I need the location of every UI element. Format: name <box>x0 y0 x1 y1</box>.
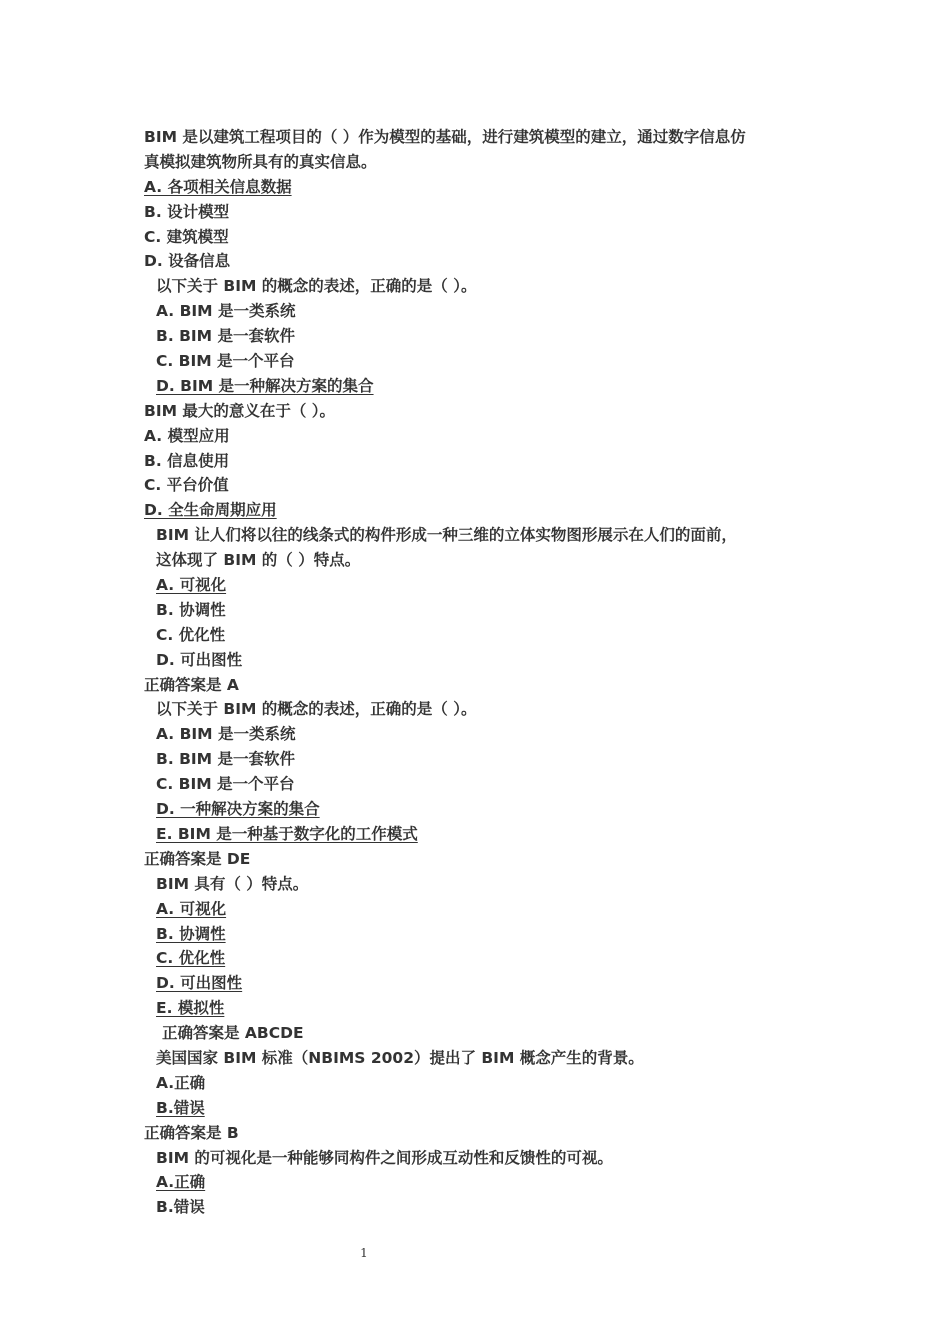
text-line <box>144 897 804 922</box>
line-text: D. 可出图性 <box>156 650 243 669</box>
text-line <box>144 922 804 947</box>
text-line <box>144 1021 804 1046</box>
line-text: 以下关于 BIM 的概念的表述，正确的是（ ）。 <box>156 700 477 719</box>
line-text: 正确答案是 ABCDE <box>162 1024 304 1043</box>
line-text: 这体现了 BIM 的（ ）特点。 <box>156 551 361 570</box>
underlined-answer-text: D. 一种解决方案的集合 <box>156 800 320 819</box>
text-line <box>144 1146 804 1171</box>
line-text: BIM 的可视化是一种能够同构件之间形成互动性和反馈性的可视。 <box>156 1148 613 1167</box>
underlined-answer-text: D. 全生命周期应用 <box>144 501 277 520</box>
text-line <box>144 299 804 324</box>
text-line <box>144 598 804 623</box>
line-text: A.正确 <box>156 1073 206 1092</box>
text-line <box>144 374 804 399</box>
line-text: 正确答案是 DE <box>144 849 251 868</box>
text-line <box>144 971 804 996</box>
underlined-answer-text: A. 各项相关信息数据 <box>144 177 292 196</box>
text-line <box>144 399 804 424</box>
line-text: B. 协调性 <box>156 600 226 619</box>
text-line <box>144 872 804 897</box>
text-line <box>144 1071 804 1096</box>
line-text: C. 建筑模型 <box>144 227 229 246</box>
line-text: 真模拟建筑物所具有的真实信息。 <box>144 152 377 171</box>
text-line <box>144 1170 804 1195</box>
line-text: A. BIM 是一类系统 <box>156 302 296 321</box>
text-line <box>144 772 804 797</box>
text-line <box>144 722 804 747</box>
line-text: C. 优化性 <box>156 625 226 644</box>
text-line <box>144 349 804 374</box>
text-line <box>144 200 804 225</box>
underlined-answer-text: D. 可出图性 <box>156 974 243 993</box>
underlined-answer-text: E. 模拟性 <box>156 999 225 1018</box>
line-text: 正确答案是 A <box>144 675 239 694</box>
text-line <box>144 1096 804 1121</box>
text-line <box>144 175 804 200</box>
line-text: 美国国家 BIM 标准（NBIMS 2002）提出了 BIM 概念产生的背景。 <box>156 1048 644 1067</box>
underlined-answer-text: A. 可视化 <box>156 899 227 918</box>
underlined-answer-text: A.正确 <box>156 1173 206 1192</box>
underlined-answer-text: A. 可视化 <box>156 576 227 595</box>
underlined-answer-text: E. BIM 是一种基于数字化的工作模式 <box>156 824 418 843</box>
line-text: BIM 让人们将以往的线条式的构件形成一种三维的立体实物图形展示在人们的面前， <box>156 526 737 545</box>
text-line <box>144 498 804 523</box>
line-text: B. BIM 是一套软件 <box>156 327 296 346</box>
text-line <box>144 797 804 822</box>
line-text: B. 设计模型 <box>144 202 230 221</box>
line-text: 正确答案是 B <box>144 1123 239 1142</box>
line-text: C. BIM 是一个平台 <box>156 775 295 794</box>
text-line <box>144 673 804 698</box>
text-line <box>144 324 804 349</box>
text-line <box>144 125 804 150</box>
underlined-answer-text: B.错误 <box>156 1098 205 1117</box>
underlined-answer-text: B. 协调性 <box>156 924 226 943</box>
line-text: B. 信息使用 <box>144 451 230 470</box>
line-text: 以下关于 BIM 的概念的表述，正确的是（ ）。 <box>156 277 477 296</box>
text-line <box>144 946 804 971</box>
text-line <box>144 822 804 847</box>
text-line <box>144 1195 804 1220</box>
underlined-answer-text: D. BIM 是一种解决方案的集合 <box>156 376 374 395</box>
text-line <box>144 623 804 648</box>
text-line <box>144 449 804 474</box>
underlined-answer-text: C. 优化性 <box>156 949 226 968</box>
text-line <box>144 150 804 175</box>
text-line <box>144 523 804 548</box>
text-line <box>144 573 804 598</box>
text-line <box>144 424 804 449</box>
line-text: C. BIM 是一个平台 <box>156 352 295 371</box>
text-line <box>144 1121 804 1146</box>
text-line <box>144 225 804 250</box>
line-text: B.错误 <box>156 1198 205 1217</box>
line-text: BIM 最大的意义在于（ ）。 <box>144 401 336 420</box>
line-text: A. 模型应用 <box>144 426 230 445</box>
line-text: B. BIM 是一套软件 <box>156 750 296 769</box>
text-line <box>144 697 804 722</box>
text-line <box>144 847 804 872</box>
text-line <box>144 274 804 299</box>
text-line <box>144 249 804 274</box>
text-line <box>144 1046 804 1071</box>
line-text: BIM 是以建筑工程项目的（ ）作为模型的基础，进行建筑模型的建立，通过数字信息仿 <box>144 128 746 146</box>
text-line <box>144 648 804 673</box>
line-text: D. 设备信息 <box>144 252 231 271</box>
text-line <box>144 996 804 1021</box>
line-text: A. BIM 是一类系统 <box>156 725 296 744</box>
text-line <box>144 548 804 573</box>
document-body <box>144 125 804 1220</box>
text-line <box>144 747 804 772</box>
page-number: 1 <box>360 1246 368 1260</box>
line-text: C. 平台价值 <box>144 476 229 495</box>
text-line <box>144 473 804 498</box>
line-text: BIM 具有（ ）特点。 <box>156 874 309 893</box>
